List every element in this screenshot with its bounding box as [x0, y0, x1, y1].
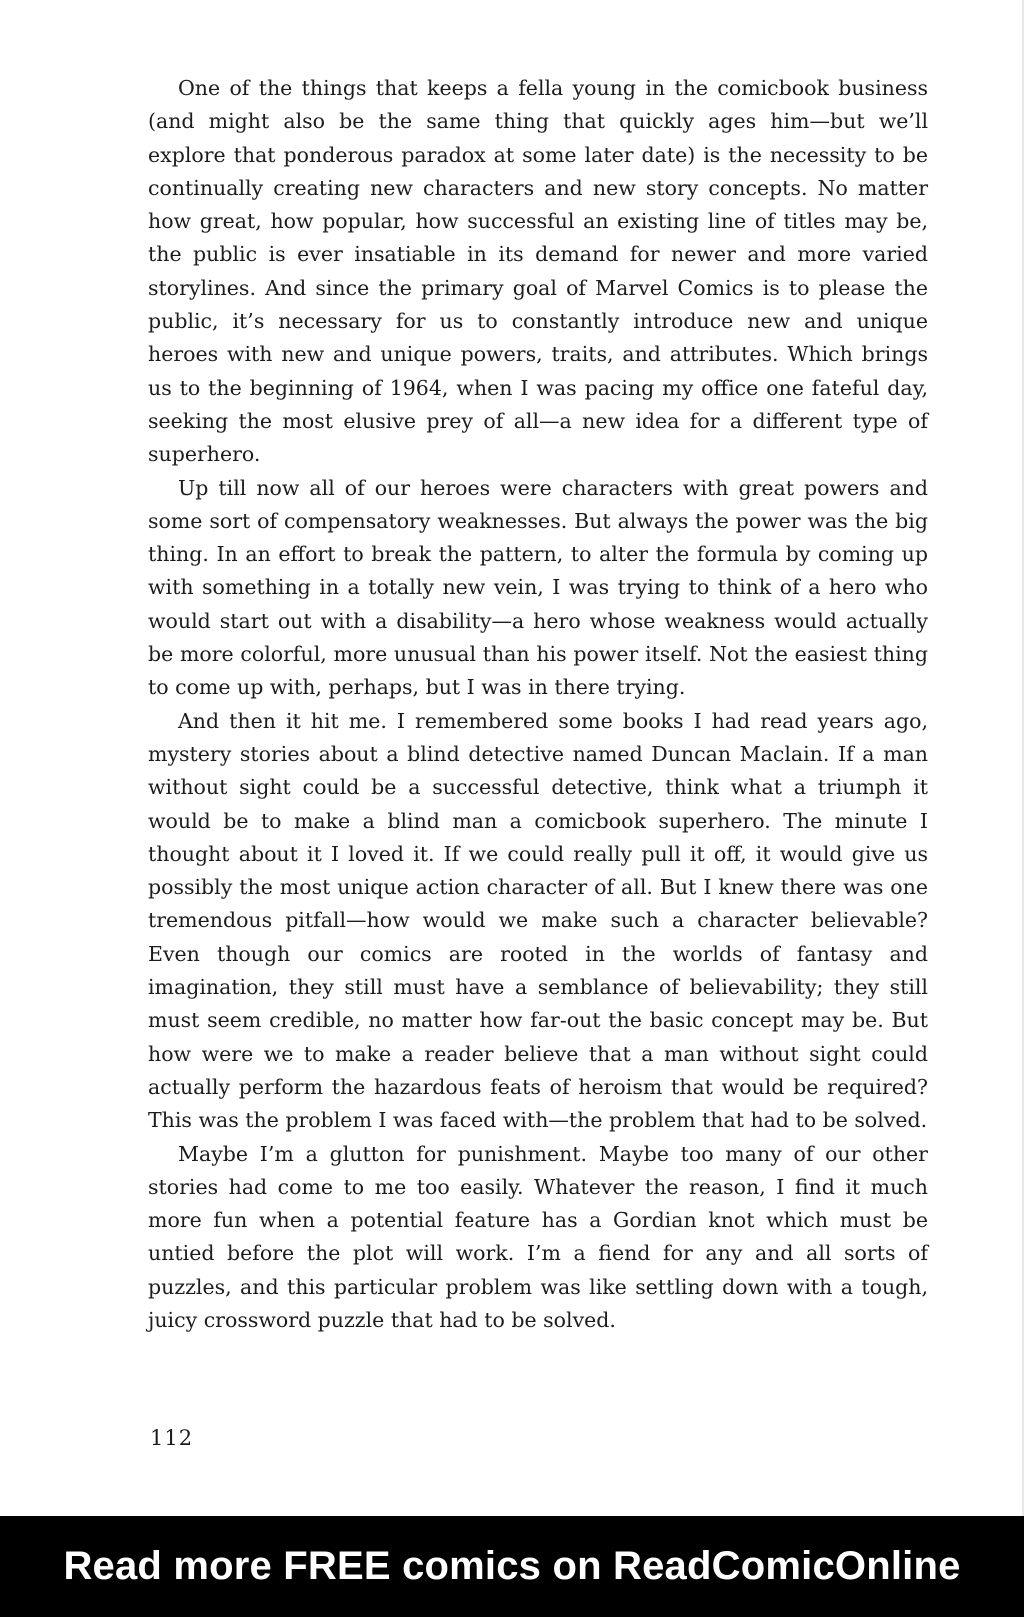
paragraph-4: Maybe I’m a glutton for punishment. Maybe too many of our other stories had come to me too easily. Whatever the reason, I find it much more fun when a potential feature has a Gordian knot which must be untied before the plot will work. I’m a fiend for any and all sorts of puzzles, and this particular problem was like settling down with a tough, juicy crossword puzzle that had to be solved.: [148, 1141, 928, 1332]
paragraph-3: And then it hit me. I remembered some books I had read years ago, mystery stories about a blind detective named Duncan Maclain. If a man without sight could be a successful detective, think what a triumph it would be to make a blind man a comicbook superhero. The minute I thought about it I loved it. If we could really pull it off, it would give us possibly the most unique action character of all. But I knew there was one tremendous pitfall—how would we make such a character believable? Even though our comics are rooted in the worlds of fantasy and imagination, they still must have a semblance of believability; they still must seem credible, no matter how far-out the basic concept may be. But how were we to make a reader believe that a man without sight could actually perform the hazardous feats of heroism that would be required? This was the problem I was faced with—the problem that had to be solved.: [148, 708, 928, 1133]
promo-banner[interactable]: [0, 1516, 1024, 1617]
promo-banner-text[interactable]: Read more FREE comics on ReadComicOnline: [63, 1544, 961, 1588]
page-number: 112: [150, 1426, 194, 1450]
body-text: [148, 72, 928, 1337]
paragraph-2: Up till now all of our heroes were characters with great powers and some sort of compensatory weaknesses. But always the power was the big thing. In an effort to break the pattern, to alter the formula by coming up with something in a totally new vein, I was trying to think of a hero who would start out with a disability—a hero whose weakness would actually be more colorful, more unusual than his power itself. Not the easiest thing to come up with, perhaps, but I was in there trying.: [148, 475, 928, 700]
paragraph-1: One of the things that keeps a fella young in the comicbook business (and might also be the same thing that quickly ages him—but we’ll explore that ponderous paradox at some later date) is the necessity to be continually creating new characters and new story concepts. No matter how great, how popular, how successful an existing line of titles may be, the public is ever insatiable in its demand for newer and more varied storylines. And since the primary goal of Marvel Comics is to please the public, it’s necessary for us to constantly introduce new and unique heroes with new and unique powers, traits, and attributes. Which brings us to the beginning of 1964, when I was pacing my office one fateful day, seeking the most elusive prey of all—a new idea for a different type of superhero.: [148, 76, 928, 467]
